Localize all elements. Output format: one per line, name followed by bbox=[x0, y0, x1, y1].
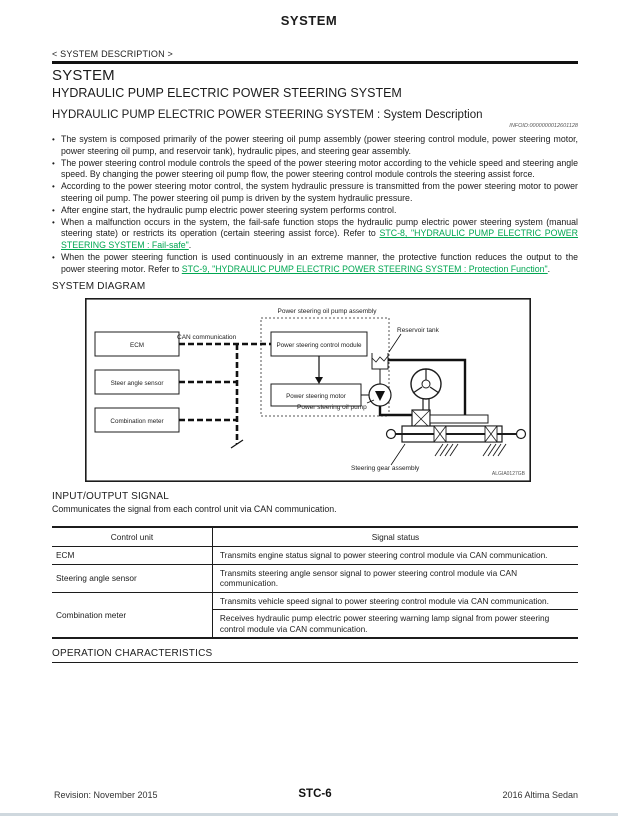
bullet-text: The system is composed primarily of the power steering oil pump assembly (power steering control module, power steering motor, power steering oil pump, and reservoir tank), hydraulic pipes, and steering gear assembly. bbox=[61, 134, 578, 156]
can-terminator bbox=[231, 440, 243, 448]
control-unit-cell: Steering angle sensor bbox=[52, 564, 212, 592]
combination-meter-box bbox=[95, 408, 179, 432]
bullet-item bbox=[52, 205, 578, 217]
combination-meter-label: Combination meter bbox=[110, 417, 164, 425]
can-communication-label: CAN communication bbox=[177, 333, 237, 341]
bullet-text: After engine start, the hydraulic pump electric power steering system performs control. bbox=[61, 204, 397, 215]
bullet-text: When the power steering function is used continuously in an extreme manner, the protective function reduces the output to the power steering motor. Refer to bbox=[61, 251, 578, 274]
page-title: SYSTEM bbox=[280, 13, 338, 28]
system-diagram-heading: SYSTEM DIAGRAM bbox=[52, 280, 146, 292]
steering-gear-label: Steering gear assembly bbox=[351, 464, 420, 472]
signal-status-cell: Transmits vehicle speed signal to power steering control module via CAN communication. bbox=[212, 592, 578, 610]
steering-gear-pointer bbox=[391, 444, 405, 465]
system-diagram bbox=[85, 298, 531, 482]
motor-label: Power steering motor bbox=[286, 392, 346, 400]
can-bus-lines bbox=[179, 344, 271, 444]
bullet-marker: • bbox=[52, 158, 55, 168]
bullet-item bbox=[52, 181, 578, 205]
io-signal-table bbox=[52, 526, 578, 640]
reservoir-tank-label: Reservoir tank bbox=[397, 326, 439, 334]
bullet-list bbox=[52, 134, 578, 276]
pump-assembly-label: Power steering oil pump assembly bbox=[277, 307, 377, 315]
bullet-text: When a malfunction occurs in the system, the fail-safe function stops the hydraulic pump electric power steering system (manual steering state) or restricts its operation (certain steering assist force). Refer to bbox=[61, 216, 578, 239]
ground-hatch-right bbox=[483, 444, 506, 456]
bullet-item bbox=[52, 134, 578, 158]
bullet-marker: • bbox=[52, 252, 55, 262]
page-content bbox=[52, 43, 578, 663]
io-table-body bbox=[52, 547, 578, 639]
infoid-label: INFOID:0000000012601128 bbox=[509, 123, 578, 129]
bullet-text: . bbox=[188, 240, 192, 251]
bullet-text: According to the power steering motor control, the system hydraulic pressure is transmitted from the power steering motor to power steering oil pump. The power steering oil pump is driven by the system hydraulic pressure. bbox=[61, 181, 578, 203]
bullet-marker: • bbox=[52, 135, 55, 144]
ground-hatch-left bbox=[435, 444, 458, 456]
bullet-item bbox=[52, 217, 578, 252]
control-unit-header: Control unit bbox=[52, 527, 212, 547]
breadcrumb: < SYSTEM DESCRIPTION > bbox=[52, 49, 173, 59]
operation-characteristics-heading: OPERATION CHARACTERISTICS bbox=[52, 648, 578, 663]
subsection-title: HYDRAULIC PUMP ELECTRIC POWER STEERING SYSTEM bbox=[52, 86, 402, 100]
reservoir-tank-symbol bbox=[372, 353, 388, 369]
reference-link[interactable]: STC-8, "HYDRAULIC PUMP ELECTRIC POWER STEERING SYSTEM : Fail-safe" bbox=[61, 228, 579, 251]
bullet-text: The power steering control module controls the speed of the power steering motor according to the vehicle speed and steering angle speed. By changing the power steering oil pump flow, the power steering control module controls the steering assist force. bbox=[61, 157, 578, 180]
signal-status-cell: Transmits steering angle sensor signal to power steering control module via CAN communication. bbox=[212, 564, 578, 592]
control-unit-cell: ECM bbox=[52, 547, 212, 565]
io-signal-intro: Communicates the signal from each control unit via CAN communication. bbox=[52, 503, 337, 514]
reservoir-pointer bbox=[389, 334, 401, 352]
arrowhead bbox=[315, 377, 323, 384]
header-rule bbox=[52, 61, 578, 64]
signal-status-cell: Transmits engine status signal to power steering control module via CAN communication. bbox=[212, 547, 578, 565]
description-title: HYDRAULIC PUMP ELECTRIC POWER STEERING SYSTEM : System Description bbox=[52, 109, 483, 121]
bullet-text: . bbox=[547, 263, 551, 274]
ecm-label: ECM bbox=[130, 341, 144, 349]
bullet-item bbox=[52, 158, 578, 182]
signal-status-header: Signal status bbox=[212, 527, 578, 547]
io-signal-heading: INPUT/OUTPUT SIGNAL bbox=[52, 490, 169, 502]
signal-status-cell: Receives hydraulic pump electric power steering warning lamp signal from power steering control module via CAN communication. bbox=[212, 610, 578, 639]
motor-box bbox=[271, 384, 361, 406]
ecm-box bbox=[95, 332, 179, 356]
steer-angle-sensor-box bbox=[95, 370, 179, 394]
table-row bbox=[52, 564, 578, 592]
bullet-marker: • bbox=[52, 205, 55, 215]
table-row bbox=[52, 547, 578, 565]
revision-label: Revision: November 2015 bbox=[54, 790, 158, 800]
table-row bbox=[52, 592, 578, 610]
steering-gear-symbol bbox=[387, 410, 526, 456]
steering-wheel-symbol bbox=[411, 369, 441, 410]
oil-pump-label: Power steering oil pump bbox=[297, 403, 367, 411]
table-header-row bbox=[52, 527, 578, 547]
section-title: SYSTEM bbox=[52, 67, 115, 84]
oil-pump-symbol bbox=[369, 384, 391, 406]
page-code: STC-6 bbox=[298, 788, 332, 800]
control-unit-cell: Combination meter bbox=[52, 592, 212, 638]
model-label: 2016 Altima Sedan bbox=[502, 790, 578, 800]
control-module-label: Power steering control module bbox=[276, 341, 362, 349]
bullet-marker: • bbox=[52, 182, 55, 192]
reference-link[interactable]: STC-9, "HYDRAULIC PUMP ELECTRIC POWER STEERING SYSTEM : Protection Function" bbox=[181, 263, 548, 274]
figure-code: ALGIA0127GB bbox=[491, 470, 525, 477]
control-module-box bbox=[271, 332, 367, 356]
steer-angle-sensor-label: Steer angle sensor bbox=[110, 379, 164, 387]
bullet-item bbox=[52, 252, 578, 276]
system-diagram-svg bbox=[85, 298, 531, 482]
bullet-marker: • bbox=[52, 217, 55, 227]
